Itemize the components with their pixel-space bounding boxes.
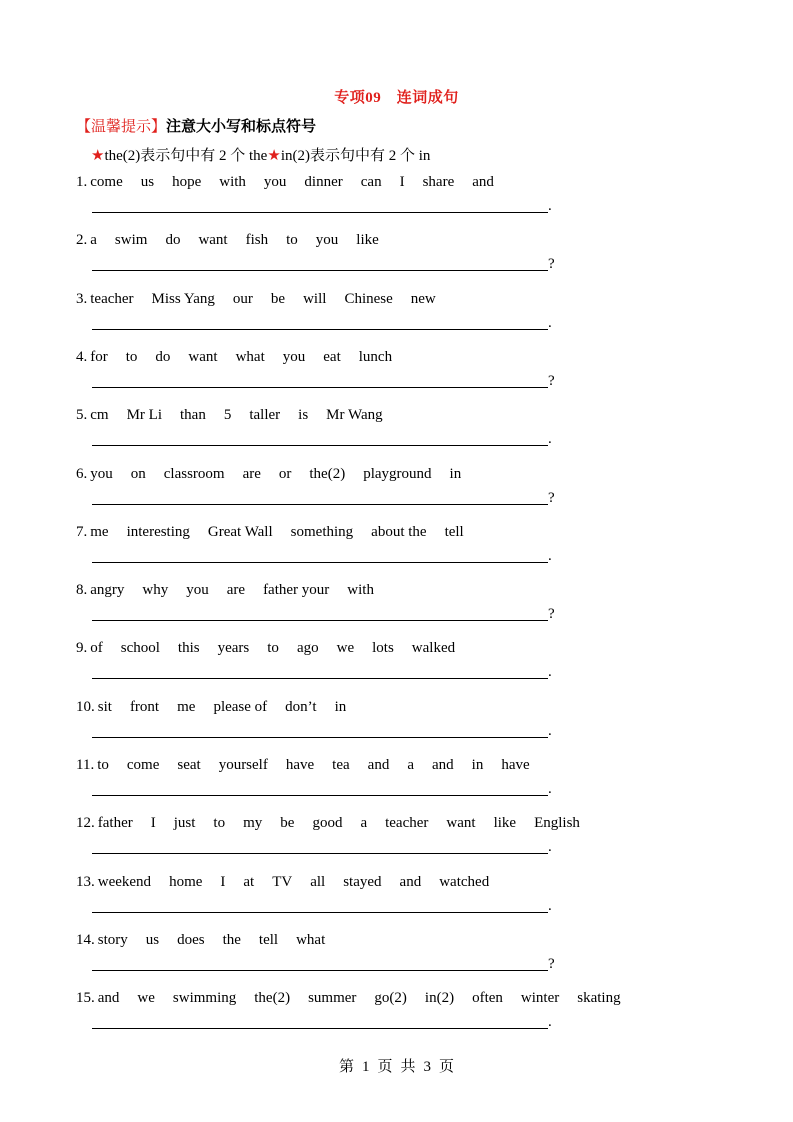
question-words (76, 640, 473, 657)
answer-line[interactable] (92, 737, 548, 738)
question-word: our (232, 290, 253, 307)
question-word: something (290, 523, 354, 540)
question-word: in (471, 757, 484, 773)
question-word: ago (296, 640, 319, 657)
footer-text: 共 (400, 1059, 416, 1075)
question-word: swim (114, 232, 148, 249)
answer-line[interactable] (92, 212, 548, 213)
end-punctuation: . (548, 1014, 552, 1031)
question-item (76, 349, 716, 407)
question-word: Mr Li (126, 407, 162, 424)
answer-line[interactable] (92, 270, 548, 271)
end-punctuation: ? (548, 372, 555, 389)
question-number: 3. (76, 290, 88, 307)
question-words (76, 466, 479, 483)
star-icon: ★ (91, 148, 105, 164)
question-word: dinner (304, 174, 343, 190)
question-word: to (267, 640, 279, 657)
question-word: like (493, 815, 517, 832)
question-word: I (220, 873, 226, 890)
question-word: new (410, 290, 436, 307)
question-words (76, 174, 512, 191)
question-word: want (198, 232, 228, 249)
question-word: the(2) (309, 465, 346, 482)
question-word: 5 (223, 407, 232, 424)
question-item (76, 466, 716, 524)
question-words (76, 582, 392, 599)
question-word: hope (172, 174, 202, 190)
question-number: 4. (76, 348, 88, 365)
question-word: and (97, 990, 120, 1007)
question-word: and (472, 174, 494, 190)
answer-line[interactable] (92, 445, 548, 446)
question-item (76, 174, 716, 232)
question-word: teacher (385, 815, 429, 832)
question-words (76, 990, 639, 1007)
question-word: on (130, 465, 146, 482)
end-punctuation: . (548, 722, 552, 739)
question-words (76, 815, 598, 832)
question-word: the (222, 931, 241, 948)
question-word: TV (272, 873, 293, 890)
question-item (76, 874, 716, 932)
question-item (76, 990, 716, 1048)
question-word: lots (372, 640, 394, 657)
question-word: angry (90, 582, 125, 599)
question-word: you (315, 232, 339, 249)
answer-line[interactable] (92, 912, 548, 913)
question-word: come (126, 757, 160, 773)
question-word: swimming (172, 990, 237, 1007)
question-word: does (177, 931, 205, 948)
question-number: 11. (76, 757, 95, 773)
question-word: skating (577, 990, 621, 1007)
question-word: and (399, 873, 422, 890)
answer-line[interactable] (92, 970, 548, 971)
question-words (76, 349, 410, 366)
star-icon: ★ (267, 148, 281, 164)
question-item (76, 524, 716, 582)
question-word: of (90, 640, 103, 657)
question-word: want (446, 815, 476, 832)
question-word: is (298, 407, 309, 424)
question-word: yourself (218, 757, 268, 773)
question-words (76, 874, 507, 891)
question-word: often (472, 990, 503, 1007)
question-word: the(2) (254, 990, 291, 1007)
question-word: what (235, 348, 265, 365)
end-punctuation: . (548, 664, 552, 681)
page-number: 1 (361, 1059, 370, 1075)
question-item (76, 932, 716, 990)
question-word: front (129, 698, 160, 715)
end-punctuation: ? (548, 955, 555, 972)
question-word: share (422, 174, 455, 190)
question-word: father your (263, 582, 330, 599)
question-word: why (142, 582, 169, 599)
question-item (76, 582, 716, 640)
question-word: be (280, 815, 295, 832)
question-words (76, 699, 364, 716)
question-word: tea (332, 757, 350, 773)
question-words (76, 524, 482, 541)
question-word: home (169, 873, 203, 890)
question-number: 1. (76, 174, 88, 190)
question-word: us (140, 174, 155, 190)
question-word: or (278, 465, 292, 482)
question-word: you (263, 174, 287, 190)
question-word: do (165, 232, 181, 249)
question-word: fish (245, 232, 269, 249)
question-word: watched (439, 873, 490, 890)
question-word: taller (249, 407, 281, 424)
total-pages: 3 (423, 1059, 432, 1075)
question-item (76, 640, 716, 698)
question-number: 10. (76, 698, 95, 715)
end-punctuation: . (548, 897, 552, 914)
question-word: story (97, 931, 128, 948)
question-word: are (226, 582, 246, 599)
question-word: Mr Wang (326, 407, 383, 424)
question-word: tell (258, 931, 279, 948)
question-word: lunch (358, 348, 393, 365)
question-word: be (270, 290, 286, 307)
question-word: will (303, 290, 327, 307)
tip-tag: 【温馨提示】 (76, 119, 167, 135)
question-word: a (360, 815, 368, 832)
end-punctuation: . (548, 314, 552, 331)
question-number: 7. (76, 523, 88, 540)
question-word: to (286, 232, 298, 249)
question-item (76, 407, 716, 465)
question-number: 15. (76, 990, 95, 1007)
end-punctuation: ? (548, 256, 555, 273)
question-word: Great Wall (207, 523, 273, 540)
question-item (76, 699, 716, 757)
end-punctuation: ? (548, 606, 555, 623)
question-word: and (432, 757, 454, 773)
question-word: English (534, 815, 580, 832)
question-word: in (334, 698, 347, 715)
question-word: eat (323, 348, 341, 365)
question-word: to (97, 757, 109, 773)
question-word: I (150, 815, 156, 832)
question-item (76, 815, 716, 873)
answer-line[interactable] (92, 329, 548, 330)
end-punctuation: . (548, 547, 552, 564)
question-word: you (186, 582, 209, 599)
question-word: to (125, 348, 138, 365)
question-word: go(2) (374, 990, 407, 1007)
question-word: father (97, 815, 133, 832)
question-word: Chinese (344, 290, 393, 307)
question-word: cm (90, 407, 109, 424)
question-word: in(2) (424, 990, 455, 1007)
question-item (76, 232, 716, 290)
question-words (76, 232, 397, 249)
answer-line[interactable] (92, 853, 548, 854)
question-word: have (285, 757, 315, 773)
question-words (76, 407, 401, 424)
end-punctuation: . (548, 431, 552, 448)
question-word: Miss Yang (151, 290, 215, 307)
question-number: 14. (76, 931, 95, 948)
question-word: just (173, 815, 196, 832)
question-word: about the (371, 523, 427, 540)
question-word: good (312, 815, 343, 832)
question-item (76, 757, 716, 815)
question-word: do (155, 348, 171, 365)
question-word: interesting (126, 523, 190, 540)
question-word: can (360, 174, 382, 190)
question-number: 8. (76, 582, 88, 599)
note-part-1: the(2)表示句中有 2 个 the (104, 148, 268, 164)
answer-line[interactable] (92, 678, 548, 679)
footer-text: 页 (439, 1059, 455, 1075)
question-word: at (243, 873, 255, 890)
question-number: 13. (76, 873, 95, 890)
question-word: classroom (163, 465, 225, 482)
question-word: we (137, 990, 155, 1007)
question-word: us (145, 931, 160, 948)
page-footer (0, 1055, 793, 1076)
question-word: don’t (285, 698, 317, 715)
question-word: and (367, 757, 390, 773)
question-word: for (90, 348, 108, 365)
question-word: in (449, 465, 462, 482)
question-word: than (180, 407, 206, 424)
footer-text: 页 (377, 1059, 393, 1075)
footer-text: 第 (338, 1059, 354, 1075)
question-number: 2. (76, 232, 88, 249)
question-word: to (213, 815, 226, 832)
question-word: me (90, 523, 109, 540)
question-word: weekend (97, 873, 152, 890)
question-word: all (310, 873, 326, 890)
question-word: walked (411, 640, 456, 657)
question-word: this (177, 640, 200, 657)
end-punctuation: . (548, 198, 552, 214)
answer-line[interactable] (92, 1028, 548, 1029)
answer-line[interactable] (92, 795, 548, 796)
question-word: you (90, 465, 113, 482)
question-word: come (90, 174, 123, 190)
note-line (91, 144, 430, 165)
tip-text: 注意大小写和标点符号 (166, 119, 317, 135)
question-word: my (243, 815, 263, 832)
question-word: you (282, 348, 306, 365)
question-word: seat (177, 757, 201, 773)
question-item (76, 291, 716, 349)
question-word: want (188, 348, 218, 365)
question-word: a (90, 232, 97, 249)
question-word: I (399, 174, 405, 190)
question-word: winter (520, 990, 560, 1007)
question-word: with (219, 174, 246, 190)
question-number: 9. (76, 640, 88, 657)
question-word: have (501, 757, 530, 773)
question-word: what (296, 931, 326, 948)
question-word: tell (444, 523, 464, 540)
end-punctuation: . (548, 839, 552, 856)
question-word: school (120, 640, 160, 657)
question-word: with (347, 582, 374, 599)
answer-line[interactable] (92, 562, 548, 563)
end-punctuation: ? (548, 489, 555, 506)
question-word: a (407, 757, 414, 773)
question-word: like (356, 232, 379, 249)
note-part-2: in(2)表示句中有 2 个 in (280, 148, 431, 164)
question-word: we (336, 640, 355, 657)
question-words (76, 757, 548, 774)
question-word: teacher (90, 290, 134, 307)
question-word: stayed (343, 873, 382, 890)
answer-line[interactable] (92, 620, 548, 621)
question-word: are (242, 465, 261, 482)
question-word: years (217, 640, 250, 657)
answer-line[interactable] (92, 504, 548, 505)
question-number: 12. (76, 815, 95, 832)
page-title: 专项09 连词成句 (334, 90, 459, 106)
end-punctuation: . (548, 781, 552, 797)
question-word: playground (363, 465, 432, 482)
question-word: summer (308, 990, 357, 1007)
question-words (76, 932, 343, 949)
question-word: please of (213, 698, 268, 715)
tip-line (76, 115, 316, 136)
question-number: 5. (76, 407, 88, 424)
question-word: me (177, 698, 196, 715)
question-number: 6. (76, 465, 88, 482)
question-words (76, 291, 454, 308)
question-word: sit (97, 698, 112, 715)
answer-line[interactable] (92, 387, 548, 388)
